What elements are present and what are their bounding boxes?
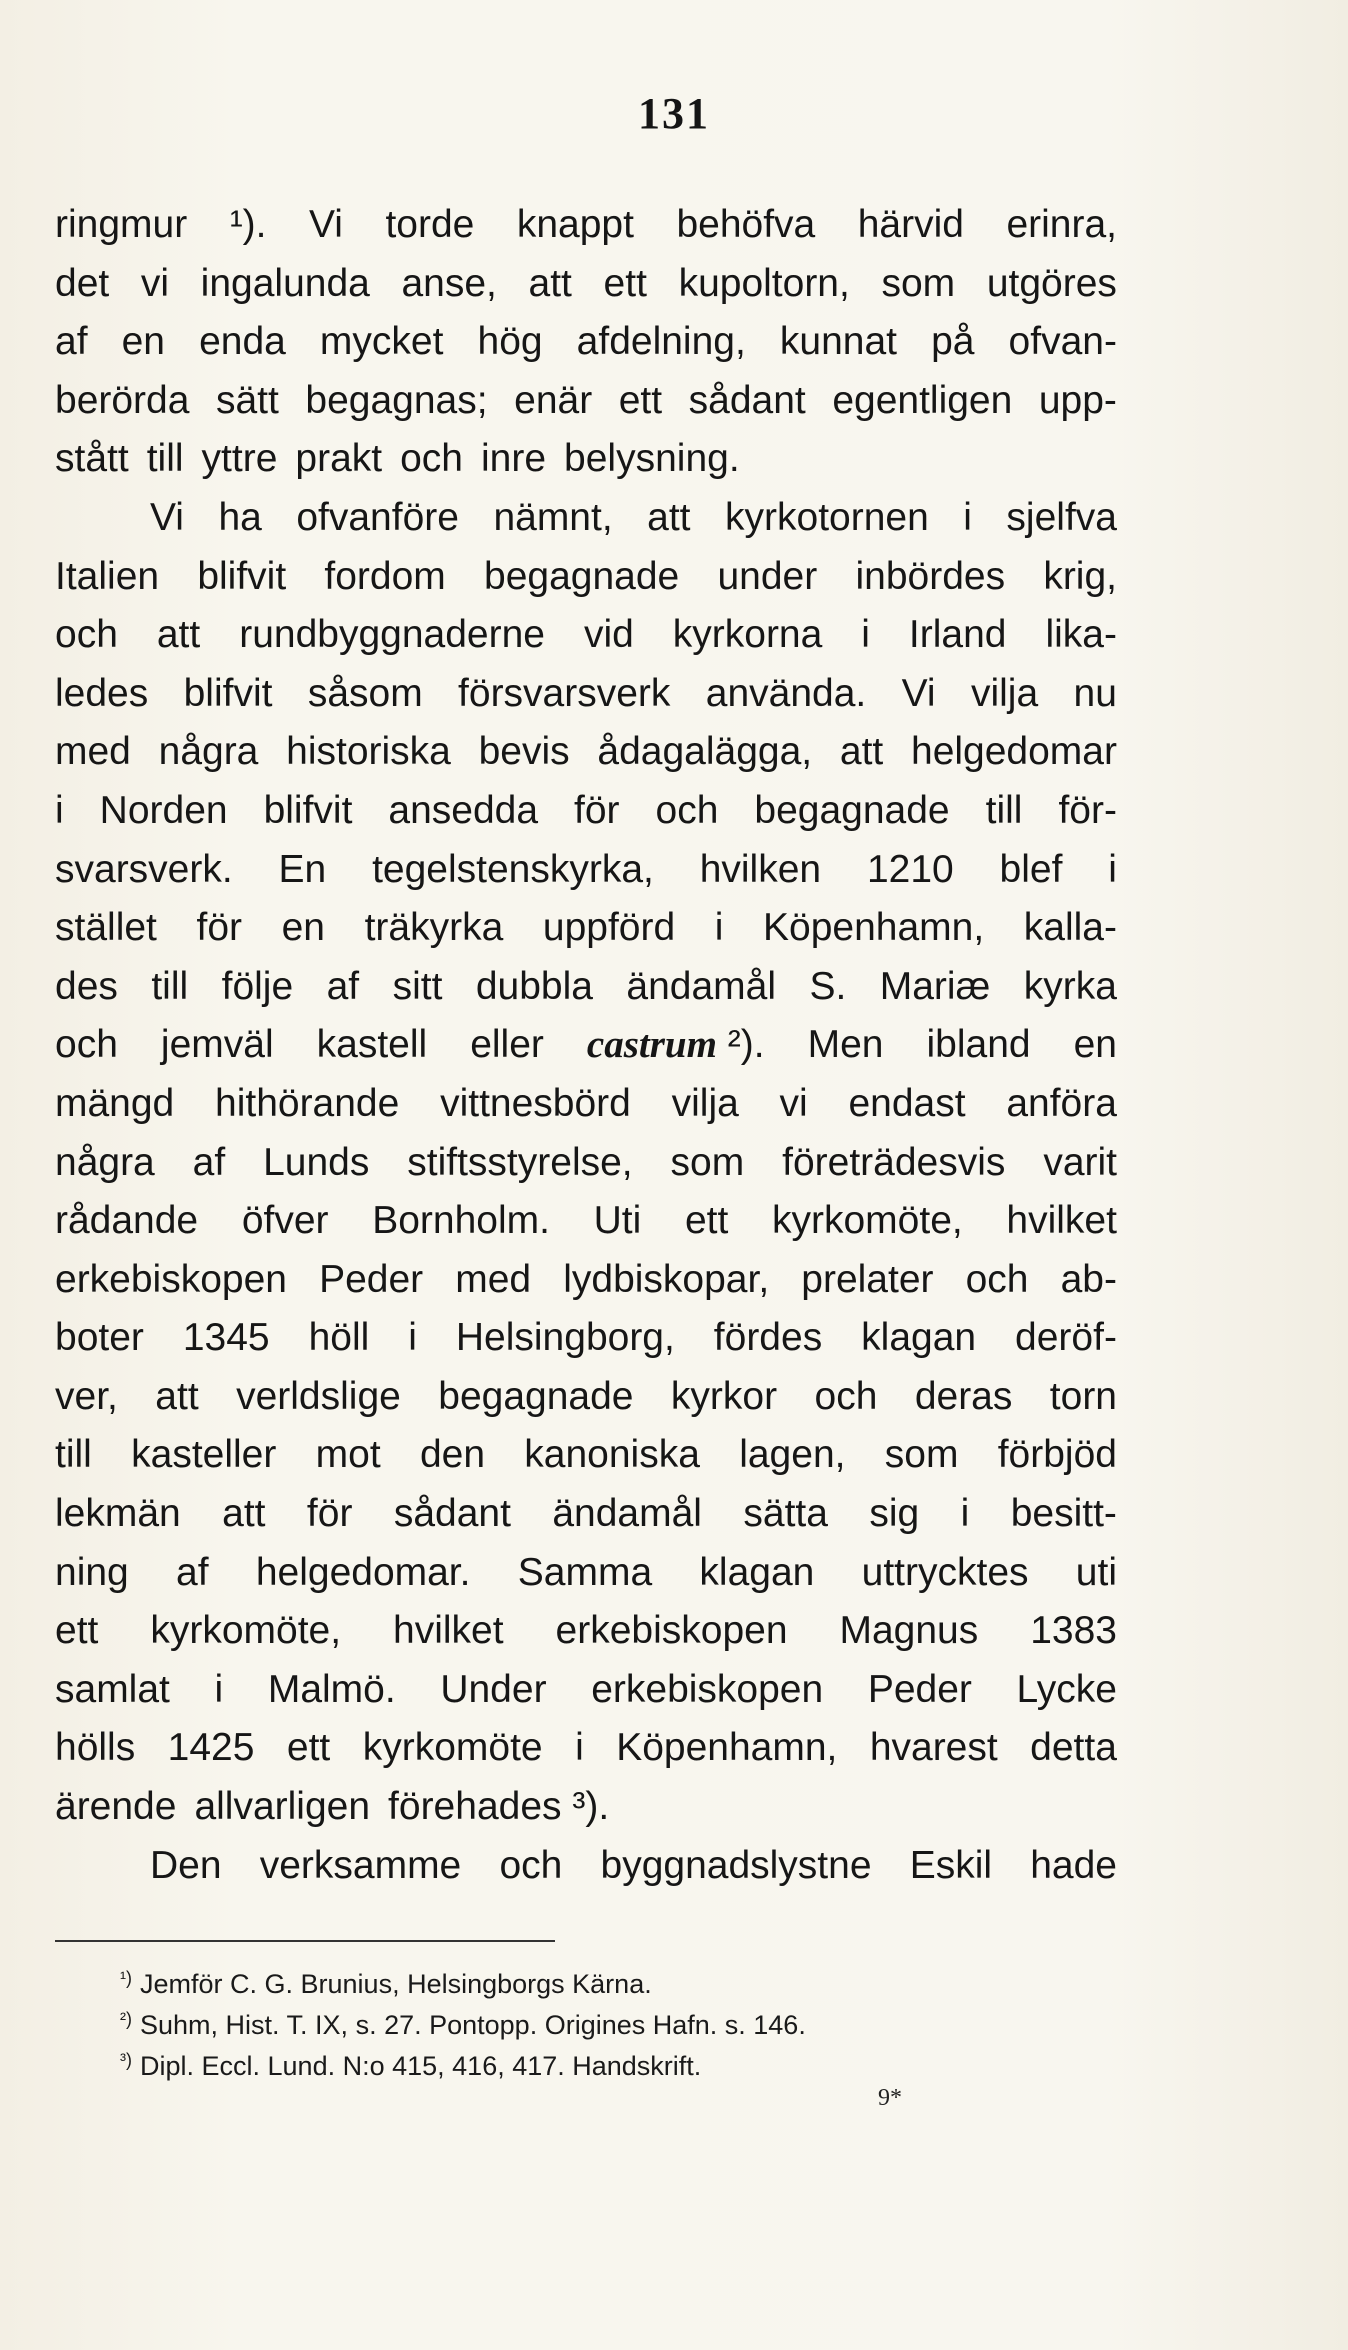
- word: endast: [848, 1081, 966, 1125]
- word: förbjöd: [997, 1433, 1117, 1477]
- word: vi: [140, 261, 170, 305]
- word: begagnas;: [305, 378, 488, 422]
- word: kunnat: [779, 320, 897, 364]
- word: nämnt,: [493, 495, 613, 539]
- word: Under: [440, 1667, 547, 1711]
- text-line: [55, 899, 1117, 958]
- footnote: [120, 2040, 1120, 2081]
- word: kyrkomöte,: [150, 1609, 342, 1653]
- word: att: [156, 613, 201, 657]
- word: ändamål: [552, 1492, 702, 1536]
- word: ett: [618, 378, 663, 422]
- word: inbördes: [855, 554, 1006, 598]
- word: deröf-: [1015, 1316, 1117, 1360]
- word: ringmur: [55, 203, 188, 246]
- word: vid: [583, 613, 634, 657]
- word: i: [55, 788, 64, 832]
- text-line: [55, 372, 1117, 431]
- word: hvilken: [699, 847, 822, 891]
- word: på: [931, 320, 975, 364]
- word: klagan: [699, 1550, 815, 1594]
- word: ledes: [55, 671, 149, 715]
- word: fordom: [324, 554, 446, 598]
- word: eller: [470, 1023, 544, 1067]
- word: uppförd: [542, 906, 676, 950]
- word: erkebiskopen: [55, 1257, 287, 1301]
- word: Helsingborg,: [455, 1316, 675, 1360]
- word: egentligen: [832, 378, 1013, 422]
- word: detta: [1030, 1726, 1117, 1770]
- text-line: [55, 958, 1117, 1017]
- word: att: [647, 495, 691, 539]
- word: den: [419, 1433, 486, 1477]
- text-line: [55, 606, 1117, 665]
- word: dubbla: [475, 964, 593, 1008]
- word: fördes: [713, 1316, 823, 1360]
- word: af: [176, 1550, 209, 1594]
- word: svarsverk.: [55, 847, 233, 891]
- word: ning: [55, 1550, 129, 1594]
- word: i: [714, 906, 724, 950]
- word: med: [55, 730, 131, 774]
- word: tegelstenskyrka,: [372, 847, 654, 891]
- word: Magnus: [839, 1609, 979, 1653]
- text-line: [55, 548, 1117, 607]
- text-line: [55, 665, 1117, 724]
- word: Vi: [150, 495, 184, 539]
- word: vilja: [671, 1081, 739, 1125]
- word: som: [884, 1433, 959, 1477]
- word: Lunds: [263, 1140, 370, 1184]
- word: kalla-: [1023, 906, 1117, 950]
- word: ingalunda: [200, 261, 370, 305]
- word: knappt: [516, 203, 634, 246]
- word: att: [839, 730, 884, 774]
- footnote-text: Dipl. Eccl. Lund. N:o 415, 416, 417. Handskrift.: [140, 2051, 702, 2081]
- word: att: [155, 1374, 199, 1418]
- word: rådande: [55, 1199, 199, 1243]
- word: verldslige: [236, 1374, 401, 1418]
- word: ansedda: [388, 788, 539, 832]
- word: af: [192, 1140, 226, 1184]
- word: begagnade: [438, 1374, 634, 1418]
- word: kupoltorn,: [678, 261, 850, 305]
- text-line: [55, 1719, 1117, 1778]
- text-line: [55, 841, 1117, 900]
- word: ibland: [926, 1023, 1031, 1067]
- word: Uti: [593, 1199, 642, 1243]
- word: ofvanföre: [296, 495, 459, 539]
- word: erinra,: [1006, 203, 1117, 246]
- footnote-text: Suhm, Hist. T. IX, s. 27. Pontopp. Origines Hafn. s. 146.: [140, 2010, 806, 2040]
- word: kastell: [316, 1023, 428, 1067]
- word: Peder: [319, 1257, 424, 1301]
- text-line: [55, 196, 1117, 255]
- body-text: [55, 196, 1117, 1895]
- footnote-mark: ³): [120, 2050, 132, 2070]
- word: träkyrka: [364, 906, 504, 950]
- word: 1210: [866, 847, 954, 891]
- word: sådant: [393, 1492, 511, 1536]
- word: Mariæ: [879, 964, 991, 1008]
- text-line: [55, 313, 1117, 372]
- word: besitt-: [1010, 1492, 1117, 1536]
- word: sätt: [215, 378, 279, 422]
- text-line: [55, 1192, 1117, 1251]
- word: sitt: [392, 964, 443, 1008]
- word: Bornholm.: [372, 1199, 550, 1243]
- word: ändamål: [626, 964, 777, 1008]
- word: och: [400, 437, 463, 481]
- word: en: [121, 320, 165, 364]
- word: som: [670, 1140, 745, 1184]
- word: helgedomar: [911, 730, 1117, 774]
- word: att: [528, 261, 572, 305]
- word: under: [717, 554, 818, 598]
- text-line: [55, 1426, 1117, 1485]
- word: till: [985, 788, 1023, 832]
- word: boter: [55, 1316, 144, 1360]
- word: uti: [1075, 1550, 1117, 1594]
- word: helgedomar.: [255, 1550, 471, 1594]
- word: Men: [807, 1023, 884, 1067]
- word: Den: [150, 1843, 222, 1887]
- word: kyrkomöte,: [772, 1199, 963, 1243]
- word: samlat: [55, 1667, 170, 1711]
- word: upp-: [1038, 378, 1117, 422]
- word: stället: [55, 906, 157, 950]
- word: af: [55, 320, 88, 364]
- word: hade: [1030, 1843, 1117, 1887]
- word: med: [455, 1257, 532, 1301]
- word: enda: [199, 320, 286, 364]
- word: det: [55, 261, 110, 305]
- text-line: [55, 1016, 1117, 1075]
- word: krig,: [1043, 554, 1117, 598]
- word: Irland: [908, 613, 1007, 657]
- word: hvarest: [869, 1726, 998, 1770]
- text-line: [55, 255, 1117, 314]
- word: i: [408, 1316, 417, 1360]
- text-line: [55, 1837, 1117, 1896]
- word: En: [278, 847, 327, 891]
- text-line: [55, 723, 1117, 782]
- word: nu: [1073, 671, 1117, 715]
- word: ¹).: [229, 203, 267, 246]
- word: ab-: [1060, 1257, 1117, 1301]
- word: i: [963, 495, 972, 539]
- word: uttrycktes: [861, 1550, 1029, 1594]
- word: en: [281, 906, 325, 950]
- word: hvilket: [393, 1609, 504, 1653]
- word: för: [306, 1492, 353, 1536]
- word: 1345: [182, 1316, 270, 1360]
- text-line: [55, 1368, 1117, 1427]
- word: castrum ²).: [586, 1023, 765, 1067]
- word: och: [499, 1843, 563, 1887]
- word: kasteller: [131, 1433, 277, 1477]
- signature-mark: 9*: [878, 2085, 902, 2111]
- word: utgöres: [986, 261, 1117, 305]
- word: klagan: [861, 1316, 977, 1360]
- word: sätta: [743, 1492, 828, 1536]
- word: kyrkor: [670, 1374, 778, 1418]
- footnote-mark: ¹): [120, 1968, 132, 1988]
- word: ådagalägga,: [597, 730, 813, 774]
- word: 1425: [167, 1726, 255, 1770]
- word: förehades ³).: [388, 1785, 610, 1829]
- word: af: [326, 964, 360, 1008]
- word: 1383: [1030, 1609, 1117, 1653]
- word: ärende: [55, 1785, 177, 1829]
- word: stiftsstyrelse,: [407, 1140, 633, 1184]
- word: i: [861, 613, 870, 657]
- word: Norden: [99, 788, 228, 832]
- word: och: [814, 1374, 878, 1418]
- word: Vi: [901, 671, 936, 715]
- word: vilja: [970, 671, 1039, 715]
- word: byggnadslystne: [600, 1843, 872, 1887]
- text-line: [55, 1485, 1117, 1544]
- word: historiska: [286, 730, 451, 774]
- word: inre: [481, 437, 547, 481]
- text-line: [55, 430, 1117, 489]
- word: några: [158, 730, 259, 774]
- word: och: [655, 788, 719, 832]
- text-line: [55, 1661, 1117, 1720]
- text-line: [55, 1134, 1117, 1193]
- word: berörda: [55, 378, 190, 422]
- word: öfver: [241, 1199, 329, 1243]
- word: såsom: [307, 671, 423, 715]
- word: Lycke: [1016, 1667, 1117, 1711]
- word: företrädesvis: [782, 1140, 1006, 1184]
- word: erkebiskopen: [555, 1609, 788, 1653]
- word: kyrka: [1023, 964, 1117, 1008]
- footnote: [120, 1999, 1120, 2040]
- word: till: [146, 437, 184, 481]
- footnote-divider: [55, 1940, 555, 1942]
- word: höll: [308, 1316, 370, 1360]
- word: yttre: [201, 437, 278, 481]
- word: torde: [385, 203, 475, 246]
- word: lekmän: [55, 1492, 181, 1536]
- word: i: [960, 1492, 970, 1536]
- word: afdelning,: [576, 320, 746, 364]
- word: ver,: [55, 1374, 118, 1418]
- word: prelater: [801, 1257, 934, 1301]
- word: härvid: [857, 203, 964, 246]
- word: i: [1108, 847, 1117, 891]
- word: använda.: [705, 671, 867, 715]
- word: hithörande: [215, 1081, 400, 1125]
- word: mängd: [55, 1081, 175, 1125]
- word: i: [575, 1726, 584, 1770]
- word: prakt: [295, 437, 383, 481]
- word: sådant: [688, 378, 806, 422]
- word: kanoniska: [524, 1433, 700, 1477]
- text-line: [55, 1544, 1117, 1603]
- word: sjelfva: [1006, 495, 1117, 539]
- word: och: [55, 1023, 118, 1067]
- word: stått: [55, 437, 129, 481]
- text-line: [55, 1075, 1117, 1134]
- word: begagnade: [484, 554, 680, 598]
- word: Eskil: [909, 1843, 993, 1887]
- word: för-: [1058, 788, 1117, 832]
- word: och: [55, 613, 118, 657]
- word: verksamme: [259, 1843, 462, 1887]
- word: sig: [869, 1492, 920, 1536]
- word: ha: [218, 495, 262, 539]
- word: Vi: [308, 203, 343, 246]
- word: bevis: [478, 730, 570, 774]
- text-line: [55, 1602, 1117, 1661]
- word: erkebiskopen: [591, 1667, 824, 1711]
- word: kyrkotornen: [725, 495, 929, 539]
- word: des: [55, 964, 118, 1008]
- word: hvilket: [1006, 1199, 1117, 1243]
- word: till: [151, 964, 189, 1008]
- word: Italien: [55, 554, 160, 598]
- word: att: [222, 1492, 266, 1536]
- footnote: [120, 1958, 1120, 1999]
- text-line: [55, 1309, 1117, 1368]
- text-line: [55, 1251, 1117, 1310]
- word: blifvit: [197, 554, 287, 598]
- footnote-mark: ²): [120, 2009, 132, 2029]
- word: vi: [779, 1081, 808, 1125]
- word: blef: [999, 847, 1063, 891]
- word: ett: [286, 1726, 331, 1770]
- word: försvarsverk: [458, 671, 671, 715]
- footnotes: [120, 1958, 1120, 2081]
- word: kyrkomöte: [362, 1726, 543, 1770]
- word: i: [214, 1667, 224, 1711]
- word: lydbiskopar,: [563, 1257, 770, 1301]
- word: en: [1073, 1023, 1117, 1067]
- text-line: [55, 1778, 1117, 1837]
- word: lika-: [1045, 613, 1117, 657]
- word: några: [55, 1140, 155, 1184]
- word: ett: [684, 1199, 729, 1243]
- text-line: [55, 489, 1117, 548]
- word: Köpenhamn,: [763, 906, 985, 950]
- word: följe: [221, 964, 294, 1008]
- footnote-text: Jemför C. G. Brunius, Helsingborgs Kärna.: [140, 1969, 652, 1999]
- word: hög: [477, 320, 543, 364]
- word: torn: [1049, 1374, 1117, 1418]
- word: mycket: [319, 320, 444, 364]
- word: blifvit: [263, 788, 353, 832]
- word: ett: [55, 1609, 99, 1653]
- word: lagen,: [739, 1433, 846, 1477]
- word: och: [965, 1257, 1029, 1301]
- word: för: [196, 906, 242, 950]
- word: S.: [809, 964, 847, 1008]
- page-number: 131: [638, 89, 710, 138]
- word: deras: [914, 1374, 1013, 1418]
- word: ofvan-: [1008, 320, 1117, 364]
- word: ett: [603, 261, 647, 305]
- word: behöfva: [676, 203, 816, 246]
- word: begagnade: [754, 788, 950, 832]
- word: Köpenhamn,: [616, 1726, 838, 1770]
- word: jemväl: [160, 1023, 274, 1067]
- word: Malmö.: [267, 1667, 396, 1711]
- word: vittnesbörd: [440, 1081, 631, 1125]
- word: som: [881, 261, 956, 305]
- word: Samma: [517, 1550, 653, 1594]
- word: belysning.: [564, 437, 740, 481]
- word: blifvit: [183, 671, 273, 715]
- word: till: [55, 1433, 92, 1477]
- word: varit: [1043, 1140, 1117, 1184]
- word: anse,: [401, 261, 497, 305]
- word: Peder: [867, 1667, 972, 1711]
- word: mot: [315, 1433, 381, 1477]
- word: anföra: [1006, 1081, 1117, 1125]
- word: enär: [514, 378, 593, 422]
- word: rundbyggnaderne: [239, 613, 545, 657]
- word: kyrkorna: [672, 613, 823, 657]
- text-line: [55, 782, 1117, 841]
- word: hölls: [55, 1726, 136, 1770]
- word: allvarligen: [194, 1785, 371, 1829]
- word: för: [574, 788, 620, 832]
